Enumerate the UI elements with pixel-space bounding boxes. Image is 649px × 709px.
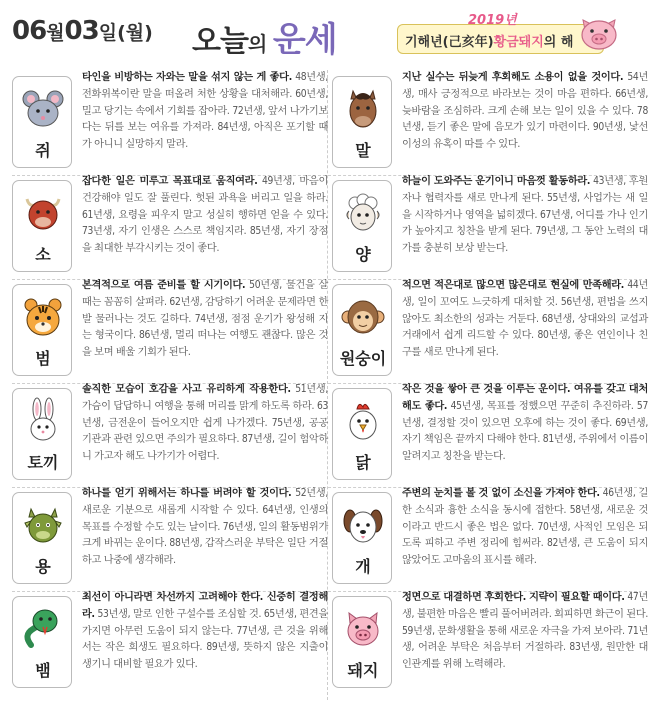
- animal-label: 범: [35, 349, 51, 368]
- fortune-lead: 정면으로 대결하면 후회한다. 지략이 필요할 때이다.: [402, 592, 625, 603]
- fortune-body: 53년생, 말로 인한 구설수를 조심할 것. 65년생, 편견을 가지면 아무런 도움이 되지 않는다. 77년생, 큰 것을 위해서는 작은 희생도 필요하다. 89년생, 뜻하지 않은 지출이 생기니 대비할 필요가 있다.: [82, 608, 328, 671]
- year-suffix: 의 해: [543, 35, 574, 50]
- fortune-body: 54년생, 매사 긍정적으로 바라보는 것이 마음 편하다. 66년생, 늦바람을 조심하라. 크게 손해 보는 일이 있을 수 있다. 78년생, 듣기 좋은 말에 음모가 있기 마련이다. 90년생, 낯선 이성의 유혹이 따를 수 있다.: [402, 72, 648, 151]
- page-header: [0, 0, 649, 62]
- dragon-icon: [19, 501, 67, 549]
- title-today: 오늘: [192, 24, 248, 59]
- year-prefix: 기해년(己亥年): [405, 35, 494, 50]
- fortune-text: [402, 382, 648, 466]
- fortune-card-dragon: [12, 484, 330, 588]
- fortune-text: [402, 590, 648, 674]
- animal-badge: [12, 596, 72, 688]
- year-gold: 황금돼지: [493, 35, 544, 50]
- fortune-card-rat: [12, 68, 330, 172]
- rabbit-icon: [19, 397, 67, 445]
- horse-icon: [339, 85, 387, 133]
- fortune-lead: 하나를 얻기 위해서는 하나를 버려야 할 것이다.: [82, 488, 292, 499]
- fortune-lead: 본격적으로 여름 준비를 할 시기이다.: [82, 280, 246, 291]
- fortune-card-pig: [332, 588, 649, 692]
- fortune-body: 49년생, 마음이 건강해야 일도 잘 풀린다. 헛된 과욕을 버리고 일을 하라. 61년생, 요령을 피우지 말고 성실히 행하면 얻을 수 있다. 73년생, 자기 인생은 스스로 책임지라. 85년생, 자기 장점을 최대한 부각시키는 것이 좋다.: [82, 176, 328, 255]
- rooster-icon: [339, 397, 387, 445]
- fortune-lead: 최선이 아니라면 차선까지 고려해야 한다. 신중히 결정해라.: [82, 592, 328, 620]
- animal-label: 용: [35, 557, 51, 576]
- fortune-text: [402, 70, 648, 154]
- fortune-body: 45년생, 목표를 정했으면 꾸준히 추진하라. 57년생, 결정할 것이 있으면 오후에 하는 것이 좋다. 69년생, 자기 책임은 끝까지 다해야 한다. 81년생, 주위에서 이름이 알려지고 칭찬을 받는다.: [402, 400, 648, 463]
- animal-badge: [12, 492, 72, 584]
- year-text: [405, 31, 573, 50]
- animal-badge: [332, 180, 392, 272]
- fortune-lead: 적으면 적은대로 많으면 많은대로 현실에 만족해라.: [402, 280, 624, 291]
- date: [12, 16, 153, 46]
- dog-icon: [339, 501, 387, 549]
- fortune-text: [82, 278, 328, 362]
- fortune-card-rooster: [332, 380, 649, 484]
- fortune-card-dog: [332, 484, 649, 588]
- fortune-card-monkey: [332, 276, 649, 380]
- animal-label: 토끼: [27, 453, 59, 472]
- animal-label: 소: [35, 245, 51, 264]
- animal-badge: [332, 388, 392, 480]
- title-fortune: 운세: [272, 20, 337, 60]
- fortune-text: [402, 174, 648, 258]
- fortune-body: 47년생, 불편한 마음은 빨리 풀어버려라. 회피하면 화근이 된다. 59년생, 문화생활을 통해 새로운 자극을 가져 보아라. 71년생, 어려운 부탁은 처음부터 거절하라. 83년생, 원만한 대인관계를 위해 노력해라.: [402, 592, 648, 671]
- fortune-card-tiger: [12, 276, 330, 380]
- fortune-text: [402, 486, 648, 570]
- date-month-unit: 월: [46, 22, 65, 44]
- animal-label: 돼지: [347, 661, 379, 680]
- fortune-card-ox: [12, 172, 330, 276]
- animal-label: 양: [355, 245, 371, 264]
- date-weekday: (월): [117, 22, 153, 44]
- snake-icon: [19, 605, 67, 653]
- fortune-body: 43년생, 후원자나 협력자를 새로 만나게 된다. 55년생, 사업가는 새 일을 시작하거나 영역을 넓히겠다. 67년생, 어디를 가나 인기가 높아지고 칭찬을 받게 된다. 79년생, 그 동안 노력의 대가를 충분히 보상 받는다.: [402, 176, 648, 255]
- fortune-text: [402, 278, 648, 362]
- date-month: 06: [12, 16, 47, 46]
- fortune-body: 52년생, 새로운 기분으로 새롭게 시작할 수 있다. 64년생, 인생의 목표를 수정할 수도 있는 날이다. 76년생, 일의 활동범위가 크게 바뀌는 운이다. 88년생, 갑작스러운 부탁은 일단 거절하고 나중에 생각해라.: [82, 488, 328, 567]
- fortune-body: 51년생, 가슴이 답답하니 여행을 통해 머리를 맑게 하도록 하라. 63년생, 금전운이 들어오지만 쉽게 나가겠다. 75년생, 공공 기관과 관련 있으면 주의가 필요하다. 87년생, 길이 험악하니 가고자 해도 나가기가 어렵다.: [82, 384, 328, 463]
- page-title: [192, 12, 337, 61]
- fortune-lead: 솔직한 모습이 호감을 사고 유리하게 작용한다.: [82, 384, 291, 395]
- year-badge: 2019년: [468, 13, 517, 28]
- animal-badge: [332, 284, 392, 376]
- animal-badge: [332, 76, 392, 168]
- fortune-body: 48년생, 전화위복이란 말을 떠올려 처한 상황을 대처해라. 60년생, 밀고 당기는 속에서 기회를 잡아라. 72년생, 앞서 나가기보다는 뒤를 보는 여유를 가져라. 84년생, 아직은 포기할 때가 아니니 실망하지 말라.: [82, 72, 328, 151]
- animal-badge: [12, 76, 72, 168]
- animal-badge: [332, 596, 392, 688]
- animal-label: 뱀: [35, 661, 51, 680]
- date-day-unit: 일: [98, 22, 118, 44]
- fortune-body: 44년생, 일이 꼬여도 느긋하게 대처할 것. 56년생, 편법을 쓰지 않아도 최소한의 성과는 거둔다. 68년생, 상대와의 교섭과 거래에서 쉽게 리드할 수 있다. 80년생, 좋은 연인이나 친구를 새로 만나게 된다.: [402, 280, 648, 359]
- ox-icon: [19, 189, 67, 237]
- pig-icon: [339, 605, 387, 653]
- animal-badge: [12, 284, 72, 376]
- tiger-icon: [19, 293, 67, 341]
- animal-label: 개: [355, 557, 371, 576]
- date-day: 03: [64, 16, 99, 46]
- fortune-text: [82, 382, 328, 466]
- fortune-lead: 잡다한 일은 미루고 목표대로 움직여라.: [82, 176, 258, 187]
- animal-label: 말: [355, 141, 371, 160]
- fortune-lead: 주변의 눈치를 볼 것 없이 소신을 가져야 한다.: [402, 488, 600, 499]
- fortune-text: [82, 70, 328, 154]
- animal-label: 닭: [355, 453, 371, 472]
- monkey-icon: [339, 293, 387, 341]
- fortune-text: [82, 486, 328, 570]
- rat-icon: [19, 85, 67, 133]
- fortune-text: [82, 174, 328, 258]
- animal-label: 원숭이: [339, 349, 387, 368]
- title-particle: 의: [247, 32, 268, 56]
- animal-badge: [12, 388, 72, 480]
- sheep-icon: [339, 189, 387, 237]
- fortune-card-snake: [12, 588, 330, 692]
- animal-badge: [332, 492, 392, 584]
- fortune-card-rabbit: [12, 380, 330, 484]
- fortune-lead: 지난 실수는 뒤늦게 후회해도 소용이 없을 것이다.: [402, 72, 624, 83]
- pig-logo-icon: [575, 14, 623, 52]
- fortune-body: 50년생, 물건을 살 때는 꼼꼼히 살펴라. 62년생, 감당하기 어려운 문제라면 한 발 물러나는 것도 길하다. 74년생, 점점 운기가 왕성해 지는 형국이다. 86년생, 멀리 떠나는 여행도 괜찮다. 많은 것을 보며 배울 기회가 된다.: [82, 280, 328, 359]
- fortune-card-horse: [332, 68, 649, 172]
- fortune-text: [82, 590, 328, 674]
- fortune-card-sheep: [332, 172, 649, 276]
- animal-badge: [12, 180, 72, 272]
- fortune-lead: 작은 것을 쌓아 큰 것을 이루는 운이다. 여유를 갖고 대처해도 좋다.: [402, 384, 648, 412]
- fortune-lead: 하늘이 도와주는 운기이니 마음껏 활동하라.: [402, 176, 591, 187]
- animal-label: 쥐: [35, 141, 51, 160]
- fortune-body: 46년생, 길한 소식과 흉한 소식을 동시에 접한다. 58년생, 새로운 것이라고 반드시 좋은 법은 없다. 70년생, 사적인 모임은 되도록 피하고 주변 정리에 힘써라. 82년생, 큰 도움이 되지 않았어도 고마움의 표시를 해라.: [402, 488, 648, 567]
- fortune-lead: 타인을 비방하는 자와는 말을 섞지 않는 게 좋다.: [82, 72, 292, 83]
